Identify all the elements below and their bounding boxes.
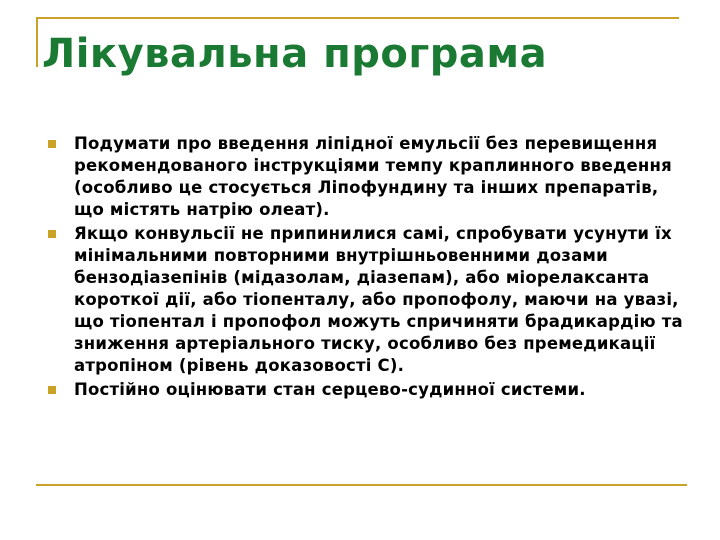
slide-title: Лікувальна програма [42, 31, 548, 77]
bullet-text-1: Подумати про введення ліпідної емульсії без перевищення рекомендованого інструкціями темпу краплинного введення (особливо це стосується Ліпофундину та інших препаратів, що містять натрію олеат). [74, 134, 672, 219]
square-bullet-icon [48, 140, 56, 148]
bullet-text-2: Якщо конвульсії не припинилися самі, спробувати усунути їх мінімальними повторними внутрішньовенними дозами бензодіазепінів (мідазолам, діазепам), або міорелаксанта короткої дії, або тіопенталу, або пропофолу, маючи на увазі, що тіопентал і пропофол можуть спричиняти брадикардію та зниження артеріального тиску, особливо без премедикації атропіном (рівень доказовості C). [74, 224, 683, 375]
square-bullet-icon [48, 230, 56, 238]
top-divider [36, 17, 679, 19]
bottom-divider [36, 484, 687, 486]
bullet-item-2 [48, 223, 688, 377]
bullet-text-3: Постійно оцінювати стан серцево-судинної системи. [74, 380, 586, 399]
square-bullet-icon [48, 386, 56, 394]
bullet-item-1 [48, 133, 688, 221]
bullet-item-3 [48, 379, 688, 401]
left-divider [36, 17, 38, 67]
bullet-list [48, 133, 688, 403]
